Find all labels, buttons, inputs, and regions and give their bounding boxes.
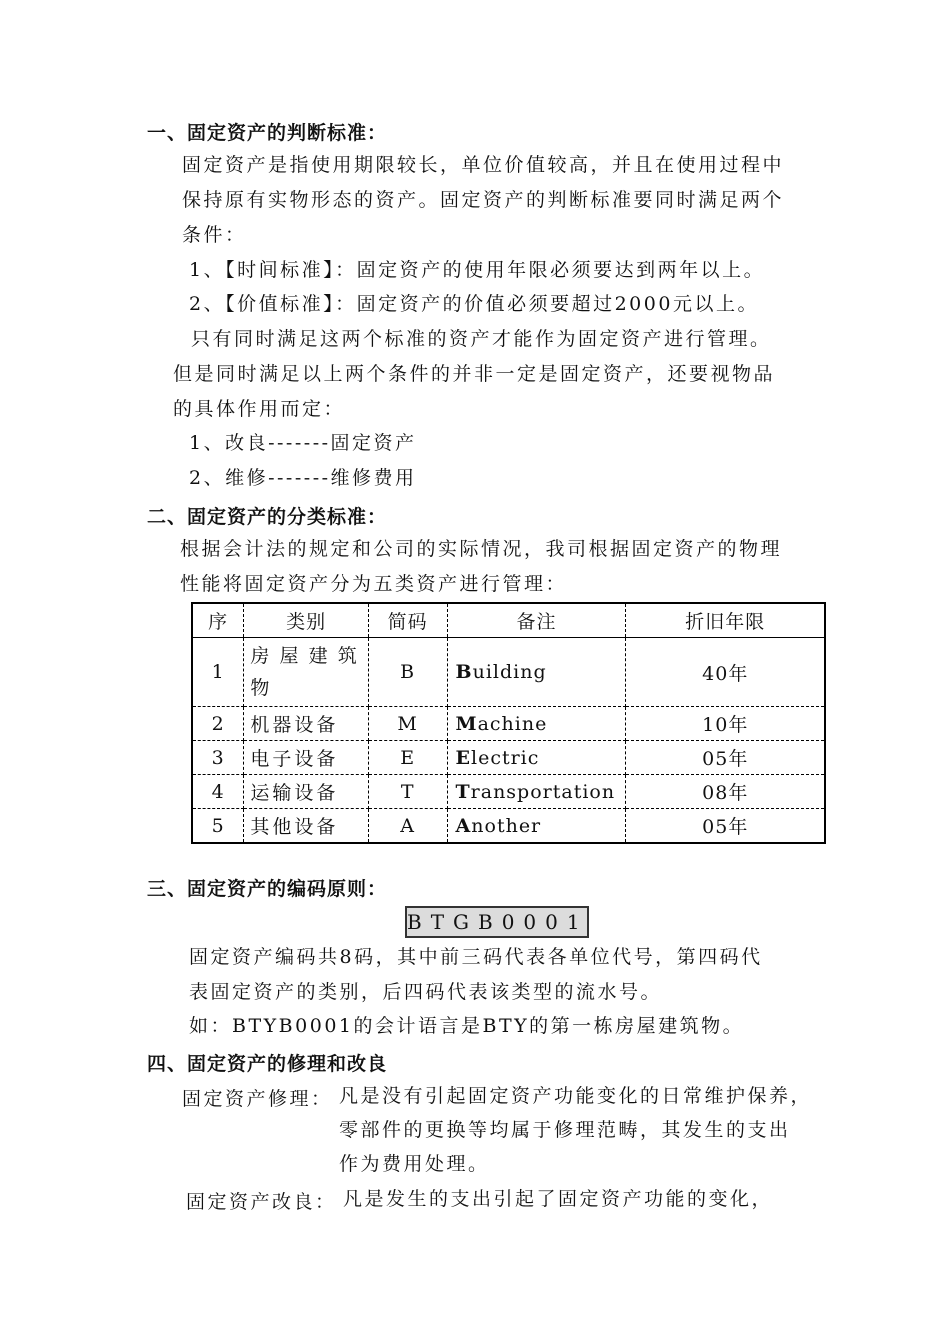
table-row	[192, 809, 825, 844]
code-example: 如：BTYB0001的会计语言是BTY的第一栋房屋建筑物。	[189, 1015, 745, 1037]
row-category: 房屋建筑物	[244, 638, 368, 707]
row-depreciation-years: 40年	[626, 638, 825, 707]
asset-category-table	[191, 602, 826, 844]
section-3-paragraph-line: 表固定资产的类别，后四码代表该类型的流水号。	[189, 981, 663, 1003]
section-2-paragraph-line: 根据会计法的规定和公司的实际情况，我司根据固定资产的物理	[180, 538, 783, 560]
row-depreciation-years: 10年	[626, 707, 825, 741]
table-header-cell: 序	[192, 603, 244, 638]
table-header-cell: 折旧年限	[626, 603, 825, 638]
case-repair: 2、维修-------维修费用	[189, 467, 417, 489]
section-3-heading: 三、固定资产的编码原则：	[147, 878, 388, 900]
row-number: 2	[192, 707, 244, 741]
row-category: 其他设备	[244, 809, 368, 844]
row-number: 3	[192, 741, 244, 775]
repair-definition-line: 凡是没有引起固定资产功能变化的日常维护保养，	[339, 1085, 813, 1107]
note-initial: T	[455, 780, 471, 803]
table-row	[192, 775, 825, 809]
repair-definition-line: 作为费用处理。	[339, 1153, 490, 1175]
row-note	[447, 741, 626, 775]
table-header-cell: 简码	[368, 603, 447, 638]
note-rest: ransportation	[470, 780, 616, 803]
improvement-definition-line: 凡是发生的支出引起了固定资产功能的变化，	[343, 1188, 774, 1210]
table-row	[192, 707, 825, 741]
note-initial: A	[455, 814, 472, 837]
table-header-cell: 类别	[244, 603, 368, 638]
table-header-row	[192, 603, 825, 638]
row-category: 电子设备	[244, 741, 368, 775]
note-initial: B	[455, 661, 473, 683]
row-depreciation-years: 08年	[626, 775, 825, 809]
note-initial: E	[455, 746, 471, 769]
row-code: M	[368, 707, 447, 741]
row-number: 1	[192, 638, 244, 707]
row-category: 机器设备	[244, 707, 368, 741]
table-row	[192, 638, 825, 707]
section-1-paragraph-line: 的具体作用而定：	[173, 398, 346, 420]
section-1-heading: 一、固定资产的判断标准：	[147, 122, 388, 144]
note-rest: nother	[471, 814, 542, 837]
section-3-paragraph-line: 固定资产编码共8码，其中前三码代表各单位代号，第四码代	[189, 946, 763, 968]
section-1-note: 只有同时满足这两个标准的资产才能作为固定资产进行管理。	[191, 328, 772, 350]
row-note	[447, 638, 626, 707]
code-sample-box: BTGB0001	[405, 906, 589, 938]
row-number: 5	[192, 809, 244, 844]
row-code: A	[368, 809, 447, 844]
repair-label: 固定资产修理：	[182, 1088, 333, 1110]
note-rest: achine	[477, 712, 548, 735]
row-depreciation-years: 05年	[626, 809, 825, 844]
case-improvement: 1、改良-------固定资产	[189, 432, 417, 454]
section-1-paragraph-line: 条件：	[182, 224, 247, 246]
repair-definition-line: 零部件的更换等均属于修理范畴，其发生的支出	[339, 1119, 791, 1141]
row-code: T	[368, 775, 447, 809]
section-1-paragraph-line: 固定资产是指使用期限较长，单位价值较高，并且在使用过程中	[182, 154, 785, 176]
row-category: 运输设备	[244, 775, 368, 809]
row-number: 4	[192, 775, 244, 809]
table-header-cell: 备注	[447, 603, 626, 638]
section-2-paragraph-line: 性能将固定资产分为五类资产进行管理：	[180, 573, 568, 595]
criterion-time: 1、【时间标准】：固定资产的使用年限必须要达到两年以上。	[189, 259, 766, 281]
criterion-value: 2、【价值标准】：固定资产的价值必须要超过2000元以上。	[189, 293, 759, 315]
row-note	[447, 707, 626, 741]
section-4-heading: 四、固定资产的修理和改良	[147, 1053, 388, 1075]
table-row	[192, 741, 825, 775]
section-2-heading: 二、固定资产的分类标准：	[147, 506, 388, 528]
row-note	[447, 809, 626, 844]
row-code: B	[368, 638, 447, 707]
note-rest: lectric	[471, 746, 540, 769]
section-1-paragraph-line: 但是同时满足以上两个条件的并非一定是固定资产，还要视物品	[173, 363, 776, 385]
row-note	[447, 775, 626, 809]
section-1-paragraph-line: 保持原有实物形态的资产。固定资产的判断标准要同时满足两个	[182, 189, 785, 211]
improvement-label: 固定资产改良：	[186, 1191, 337, 1213]
note-initial: M	[455, 712, 478, 735]
row-depreciation-years: 05年	[626, 741, 825, 775]
note-rest: uilding	[472, 661, 547, 683]
row-code: E	[368, 741, 447, 775]
